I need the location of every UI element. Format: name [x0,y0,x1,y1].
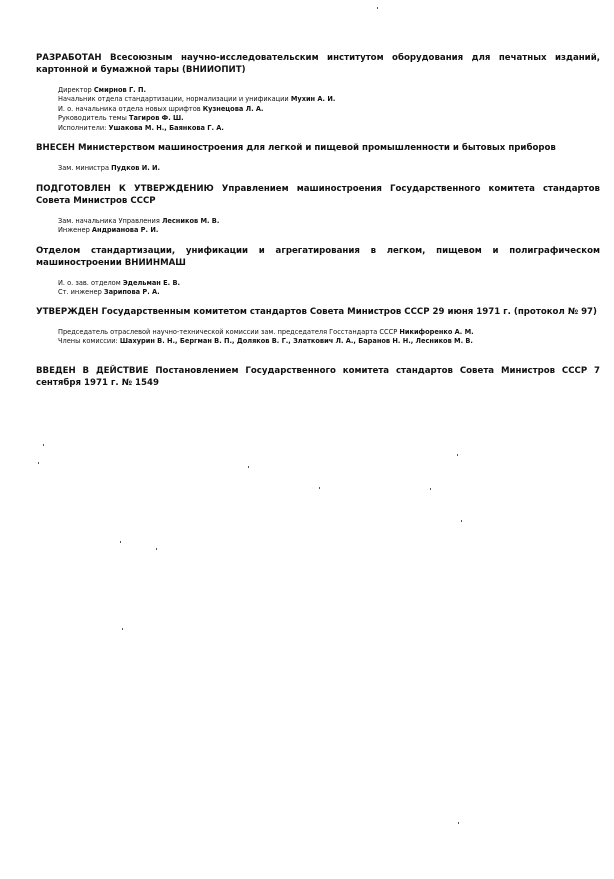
section-department [36,245,600,298]
scan-speck [122,628,123,630]
section-text: Постановлением Государственного комитета стандартов Совета Министров СССР 7 сентября 1971 г. № 1549 [36,366,600,388]
section-lead: УТВЕРЖДЕН [36,307,99,317]
section-approved [36,306,600,347]
scan-speck [457,454,458,456]
section-heading [36,183,600,207]
scan-speck [248,466,249,468]
section-prepared [36,183,600,236]
section-lead: ВВЕДЕН В ДЕЙСТВИЕ [36,366,149,376]
section-heading [36,245,600,269]
people-list [58,279,600,298]
person-row: Начальник отдела стандартизации, нормализации и унификации Мухин А. И. [58,95,336,104]
scan-speck [377,7,378,9]
section-text: Государственным комитетом стандартов Совета Министров СССР 29 июня 1971 г. (протокол № 97) [101,307,597,317]
section-submitted [36,142,600,173]
person-row: И. о. зав. отделом Эдельман Е. В. [58,279,180,287]
section-heading [36,365,600,389]
scan-speck [38,462,39,464]
scan-speck [430,488,431,490]
person-row: Исполнители: Ушакова М. Н., Баянкова Г. А. [58,123,224,132]
section-text: Управлением машиностроения Государственного комитета стандартов Совета Министров СССР [36,184,600,206]
section-heading [36,142,600,154]
section-lead: РАЗРАБОТАН [36,53,102,63]
section-lead: ПОДГОТОВЛЕН К УТВЕРЖДЕНИЮ [36,184,214,194]
section-enacted [36,365,600,389]
section-developed [36,52,600,133]
people-list [58,86,600,133]
scan-speck [458,822,459,824]
section-heading [36,52,600,76]
scan-speck [156,548,157,550]
person-row: Зам. начальника Управления Лесников М. В. [58,217,220,225]
section-text: Отделом стандартизации, унификации и агрегатирования в легком, пищевом и полиграфическом машиностроении ВНИИНМАШ [36,246,600,268]
person-row: Члены комиссии: Шахурин В. Н., Бергман В. П., Доляков В. Г., Златкович Л. А., Баранов Н. Н., Лесников М. В. [58,337,473,346]
scan-speck [461,520,462,522]
scan-speck [43,444,44,446]
person-row: Инженер Андрианова Р. И. [58,226,159,235]
person-row: Директор Смирнов Г. П. [58,86,146,94]
people-list [58,164,600,173]
section-heading [36,306,600,318]
people-list [58,328,600,347]
person-row: Председатель отраслевой научно-технической комиссии зам. председателя Госстандарта СССР Никифоренко А. М. [58,328,474,336]
scan-speck [319,487,320,489]
person-row: И. о. начальника отдела новых шрифтов Кузнецова Л. А. [58,104,264,113]
section-text: Всесоюзным научно-исследовательским институтом оборудования для печатных изданий, картонной и бумажной тары (ВНИИОПИТ) [36,53,600,75]
person-row: Зам. министра Пудков И. И. [58,164,161,172]
people-list [58,217,600,236]
scan-speck [120,541,121,543]
person-row: Руководитель темы Тагиров Ф. Ш. [58,114,184,123]
person-row: Ст. инженер Зарипова Р. А. [58,288,160,297]
section-text: Министерством машиностроения для легкой и пищевой промышленности и бытовых приборов [77,143,556,153]
section-lead: ВНЕСЕН [36,143,75,153]
